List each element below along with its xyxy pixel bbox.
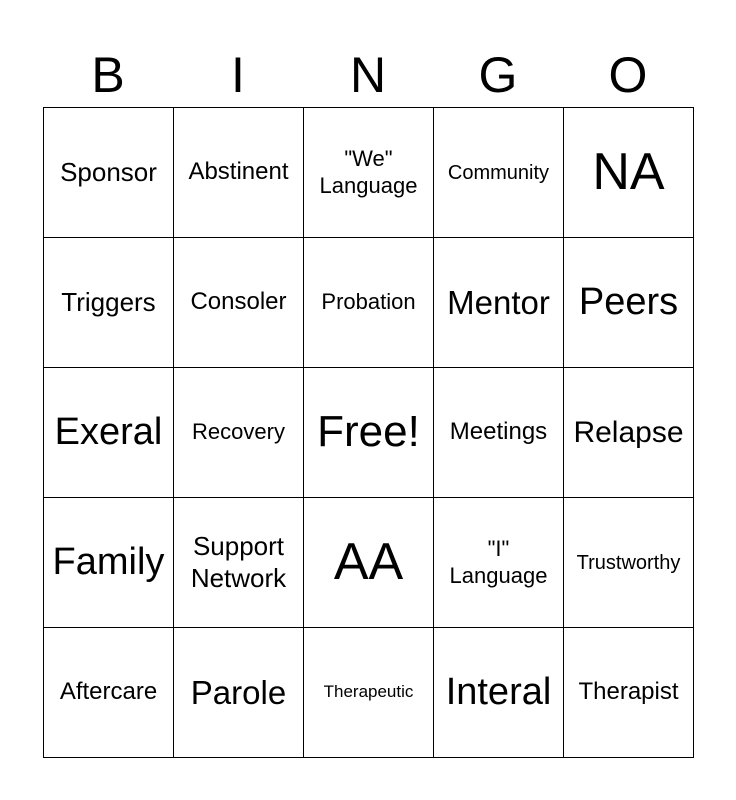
bingo-cell[interactable] bbox=[174, 498, 304, 628]
bingo-cell[interactable] bbox=[44, 498, 174, 628]
cell-label: Peers bbox=[578, 280, 679, 323]
bingo-cell[interactable] bbox=[564, 368, 694, 498]
bingo-cell[interactable] bbox=[564, 498, 694, 628]
cell-label: Support Network bbox=[190, 531, 287, 593]
cell-label: Meetings bbox=[449, 418, 548, 446]
cell-label: Consoler bbox=[190, 288, 287, 316]
bingo-header bbox=[43, 42, 693, 108]
bingo-cell[interactable] bbox=[434, 238, 564, 368]
cell-label: Triggers bbox=[61, 286, 156, 317]
bingo-cell[interactable] bbox=[44, 368, 174, 498]
header-letter-b: B bbox=[91, 47, 125, 103]
bingo-cell[interactable] bbox=[434, 498, 564, 628]
header-letter-o: O bbox=[608, 47, 648, 103]
cell-label: Trustworthy bbox=[576, 551, 681, 574]
cell-label: Recovery bbox=[192, 419, 285, 445]
cell-label: NA bbox=[592, 143, 665, 202]
cell-label: AA bbox=[333, 533, 404, 592]
bingo-cell[interactable] bbox=[434, 628, 564, 758]
cell-label: Free! bbox=[317, 407, 420, 457]
cell-label: Parole bbox=[190, 673, 287, 711]
cell-label: Community bbox=[447, 161, 550, 184]
bingo-board bbox=[43, 107, 694, 758]
bingo-cell[interactable] bbox=[564, 108, 694, 238]
cell-label: Interal bbox=[445, 670, 552, 713]
bingo-cell[interactable] bbox=[304, 628, 434, 758]
header-letter-n: N bbox=[349, 47, 387, 103]
cell-label: Therapist bbox=[578, 678, 679, 706]
bingo-cell[interactable] bbox=[304, 108, 434, 238]
bingo-cell[interactable] bbox=[564, 628, 694, 758]
bingo-cell[interactable] bbox=[174, 238, 304, 368]
bingo-cell[interactable] bbox=[434, 368, 564, 498]
cell-label: Therapeutic bbox=[323, 682, 414, 702]
cell-label: Relapse bbox=[573, 415, 684, 449]
bingo-cell[interactable] bbox=[304, 238, 434, 368]
cell-label: Probation bbox=[321, 289, 416, 315]
cell-label: Exeral bbox=[54, 410, 163, 453]
bingo-cell[interactable] bbox=[44, 628, 174, 758]
cell-label: Mentor bbox=[447, 283, 550, 321]
bingo-cell[interactable] bbox=[44, 108, 174, 238]
bingo-cell[interactable] bbox=[304, 498, 434, 628]
cell-label: Aftercare bbox=[59, 678, 158, 706]
bingo-cell[interactable] bbox=[304, 368, 434, 498]
bingo-cell[interactable] bbox=[44, 238, 174, 368]
bingo-cell[interactable] bbox=[174, 368, 304, 498]
bingo-cell[interactable] bbox=[434, 108, 564, 238]
cell-label: "I" Language bbox=[449, 536, 548, 588]
bingo-cell[interactable] bbox=[564, 238, 694, 368]
bingo-cell[interactable] bbox=[174, 108, 304, 238]
cell-label: Abstinent bbox=[188, 158, 289, 186]
header-letter-g: G bbox=[478, 47, 518, 103]
cell-label: Sponsor bbox=[60, 156, 157, 187]
cell-label: Family bbox=[52, 540, 165, 583]
bingo-cell[interactable] bbox=[174, 628, 304, 758]
header-letter-i: I bbox=[231, 47, 245, 103]
cell-label: "We" Language bbox=[319, 146, 418, 198]
